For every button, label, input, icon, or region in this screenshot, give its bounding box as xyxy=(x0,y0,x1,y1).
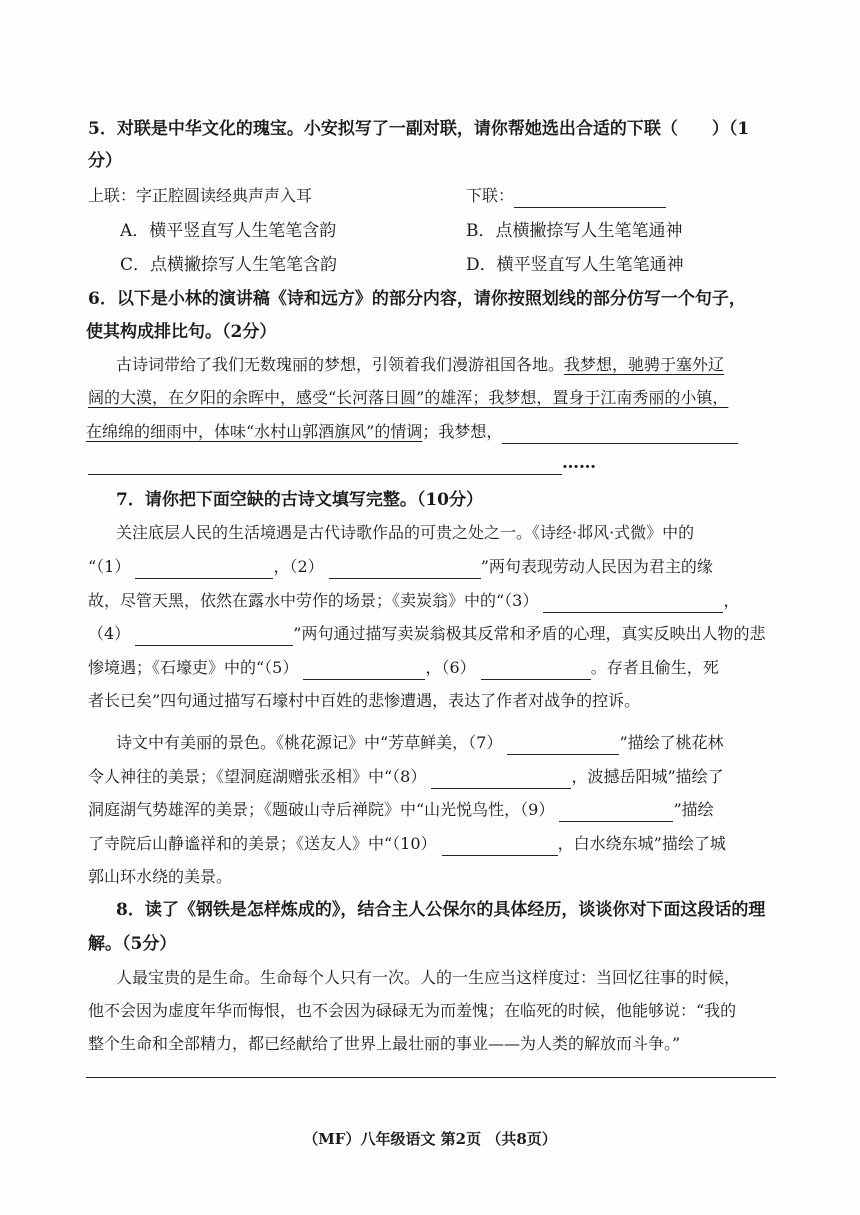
q7-line6: 者长已矣”四句通过描写石壕村中百姓的悲惨遭遇，表达了作者对战争的控诉。 xyxy=(88,691,641,710)
q7-line2 xyxy=(88,555,778,579)
q7-line3-comma: ， xyxy=(723,591,740,610)
q7-blank-1[interactable] xyxy=(135,560,273,579)
q7-line5-text: 惨境遇；《石壕吏》中的“（5） xyxy=(88,658,299,677)
q5-prompt-line2: 分） xyxy=(88,151,122,171)
q6-underlined-sample-2: 阔的大漠，在夕阳的余晖中，感受“长河落日圆”的雄浑；我梦想，置身于江南秀丽的小镇， xyxy=(88,388,729,407)
q7-line4-tail: ”两句通过描写卖炭翁极其反常和矛盾的心理，真实反映出人物的悲 xyxy=(293,624,766,643)
q7-blank-4[interactable] xyxy=(135,627,293,646)
q6-answer-blank-1[interactable] xyxy=(502,425,738,444)
q5-lower-couplet-label xyxy=(466,184,666,208)
q6-ellipsis: …… xyxy=(562,453,596,473)
q7-line3 xyxy=(88,589,778,613)
q7-blank-3[interactable] xyxy=(543,594,723,613)
q7-line9-tail: ”描绘 xyxy=(673,800,714,819)
q7-line9 xyxy=(88,798,778,822)
q5-lower-label-text: 下联： xyxy=(466,186,515,205)
q8-quote-line2: 他不会因为虚度年华而悔恨，也不会因为碌碌无为而羞愧；在临死的时候，他能够说：“我的 xyxy=(88,1001,737,1020)
q5-upper-couplet: 上联：字正腔圆读经典声声入耳 xyxy=(88,186,313,205)
q6-passage-line1 xyxy=(116,353,806,377)
q7-line10-tail: ，白水绕东城”描绘了城 xyxy=(557,834,726,853)
q7-label-2: ，（2） xyxy=(273,557,324,576)
q7-line7 xyxy=(116,731,806,755)
q6-passage-line3 xyxy=(86,420,776,444)
q7-line10 xyxy=(88,832,778,856)
q8-answer-line[interactable] xyxy=(86,1077,776,1078)
q8-prompt-line1: 8．读了《钢铁是怎样炼成的》，结合主人公保尔的具体经历，谈谈你对下面这段话的理 xyxy=(116,900,766,920)
q5-option-a[interactable]: A．横平竖直写人生笔笔含韵 xyxy=(120,221,337,241)
q6-underlined-sample-1: 我梦想，驰骋于塞外辽 xyxy=(564,355,725,374)
q7-line8 xyxy=(88,765,778,789)
q8-prompt-line2: 解。（5分） xyxy=(88,934,177,954)
q7-line3-text: 故，尽管天黑，依然在露水中劳作的场景；《卖炭翁》中的“（3） xyxy=(88,591,539,610)
q7-line10-text: 了寺院后山静谧祥和的美景；《送友人》中“（10） xyxy=(88,834,437,853)
q7-blank-5[interactable] xyxy=(303,661,425,680)
q7-blank-7[interactable] xyxy=(507,736,619,755)
page-footer: （MF）八年级语文 第2页 （共8页） xyxy=(303,1130,557,1148)
q6-passage-tail: ；我梦想， xyxy=(422,422,503,441)
q7-line7-text: 诗文中有美丽的景色。《桃花源记》中“芳草鲜美，（7） xyxy=(116,733,503,752)
q7-blank-8[interactable] xyxy=(431,770,571,789)
q7-label-4: （4） xyxy=(88,624,131,643)
q7-label-6: ，（6） xyxy=(425,658,476,677)
q5-option-c[interactable]: C．点横撇捺写人生笔笔含韵 xyxy=(120,255,338,275)
q6-prompt-line1: 6．以下是小林的演讲稿《诗和远方》的部分内容，请你按照划线的部分仿写一个句子， xyxy=(88,289,746,309)
q7-line7-tail: ”描绘了桃花林 xyxy=(619,733,724,752)
q5-lower-couplet-blank[interactable] xyxy=(514,189,666,208)
q6-answer-line2 xyxy=(88,451,778,475)
q7-line9-text: 洞庭湖气势雄浑的美景；《题破山寺后禅院》中“山光悦鸟性，（9） xyxy=(88,800,555,819)
q7-line8-tail: ，波撼岳阳城”描绘了 xyxy=(571,767,724,786)
q7-blank-2[interactable] xyxy=(329,560,481,579)
q6-underlined-sample-3: 在绵绵的细雨中，体味“水村山郭酒旗风”的情调 xyxy=(86,422,423,441)
q7-line1: 关注底层人民的生活境遇是古代诗歌作品的可贵之处之一。《诗经·邶风·式微》中的 xyxy=(116,523,695,542)
q7-line8-text: 令人神往的美景；《望洞庭湖赠张丞相》中“（8） xyxy=(88,767,427,786)
q7-prompt: 7．请你把下面空缺的古诗文填写完整。（10分） xyxy=(116,490,483,510)
q8-quote-line3: 整个生命和全部精力，都已经献给了世界上最壮丽的事业——为人类的解放而斗争。” xyxy=(88,1034,681,1053)
q7-label-1: “（1） xyxy=(88,557,131,576)
q8-quote-line1: 人最宝贵的是生命。生命每个人只有一次。人的一生应当这样度过：当回忆往事的时候， xyxy=(116,968,741,987)
q7-line5-tail: 。存者且偷生，死 xyxy=(590,658,719,677)
q7-line4 xyxy=(88,622,778,646)
q7-line2-tail: ”两句表现劳动人民因为君主的缘 xyxy=(480,557,713,576)
q7-blank-6[interactable] xyxy=(481,661,591,680)
q7-line5 xyxy=(88,656,778,680)
q6-answer-blank-2[interactable] xyxy=(88,456,562,475)
q5-option-b[interactable]: B．点横撇捺写人生笔笔通神 xyxy=(466,221,683,241)
q7-line11: 郭山环水绕的美景。 xyxy=(88,867,233,886)
q6-passage-plain: 古诗词带给了我们无数瑰丽的梦想，引领着我们漫游祖国各地。 xyxy=(116,355,565,374)
q6-prompt-line2: 使其构成排比句。（2分） xyxy=(86,322,277,342)
q7-blank-10[interactable] xyxy=(442,837,558,856)
q7-blank-9[interactable] xyxy=(559,803,673,822)
q5-prompt-line1: 5．对联是中华文化的瑰宝。小安拟写了一副对联，请你帮她选出合适的下联（ ）（1 xyxy=(88,119,750,139)
q5-option-d[interactable]: D．横平竖直写人生笔笔通神 xyxy=(466,255,684,275)
